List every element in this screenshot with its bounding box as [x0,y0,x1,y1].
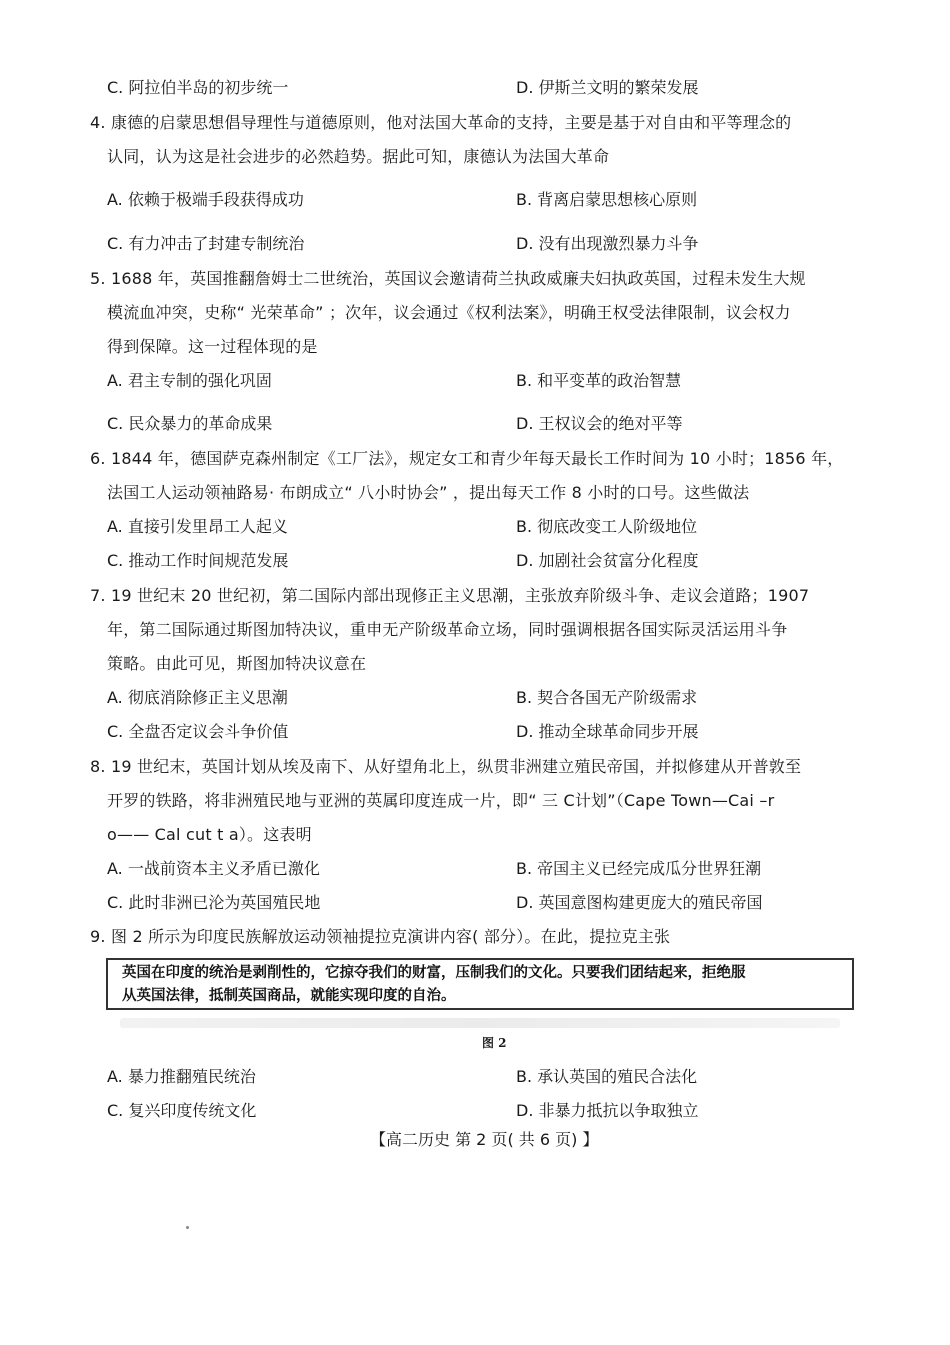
q5-stem-line-3: 得到保障。这一过程体现的是 [107,337,318,356]
q8-option-c: C. 此时非洲已沦为英国殖民地 [107,893,321,912]
q6-stem-line-2: 法国工人运动领袖路易· 布朗成立“ 八小时协会” ，提出每天工作 8 小时的口号。这些做法 [107,483,750,502]
q5-option-b: B. 和平变革的政治智慧 [516,371,682,390]
q8-stem-line-2: 开罗的铁路，将非洲殖民地与亚洲的英属印度连成一片，即“ 三 C计划”（Cape Town—Cai –r [107,791,775,810]
q8-option-b: B. 帝国主义已经完成瓜分世界狂潮 [516,859,762,878]
q9-option-c: C. 复兴印度传统文化 [107,1101,257,1120]
q5-stem-line-1: 5. 1688 年，英国推翻詹姆士二世统治，英国议会邀请荷兰执政威廉夫妇执政英国，过程未发生大规 [90,269,806,288]
q7-option-d: D. 推动全球革命同步开展 [516,722,699,741]
q4-option-d: D. 没有出现激烈暴力斗争 [516,234,699,253]
q6-option-a: A. 直接引发里昂工人起义 [107,517,288,536]
q4-option-c: C. 有力冲击了封建专制统治 [107,234,305,253]
figure-2-line-1: 英国在印度的统治是剥削性的，它掠夺我们的财富，压制我们的文化。只要我们团结起来，拒绝服 [122,964,746,981]
q7-option-a: A. 彻底消除修正主义思潮 [107,688,288,707]
q4-stem-line-2: 认同，认为这是社会进步的必然趋势。据此可知，康德认为法国大革命 [107,147,610,166]
q9-option-b: B. 承认英国的殖民合法化 [516,1067,698,1086]
q8-stem-line-1: 8. 19 世纪末，英国计划从埃及南下、从好望角北上，纵贯非洲建立殖民帝国，并拟修建从开普敦至 [90,757,802,776]
q3-option-c: C. 阿拉伯半岛的初步统一 [107,78,289,97]
q4-stem-line-1: 4. 康德的启蒙思想倡导理性与道德原则，他对法国大革命的支持，主要是基于对自由和平等理念的 [90,113,792,132]
q6-option-c: C. 推动工作时间规范发展 [107,551,289,570]
figure-2-quote-box [106,958,854,1010]
q4-option-b: B. 背离启蒙思想核心原则 [516,190,698,209]
q8-stem-line-3: o—— Cal cut t a）。这表明 [107,825,312,844]
q5-option-d: D. 王权议会的绝对平等 [516,414,683,433]
faded-scan-artifact [120,1018,840,1028]
q5-option-a: A. 君主专制的强化巩固 [107,371,272,390]
q6-stem-line-1: 6. 1844 年，德国萨克森州制定《工厂法》，规定女工和青少年每天最长工作时间为 10 小时；1856 年， [90,449,844,468]
q9-stem-line-1: 9. 图 2 所示为印度民族解放运动领袖提拉克演讲内容( 部分）。在此，提拉克主张 [90,927,671,946]
figure-2-caption: 图 2 [482,1036,507,1050]
q5-stem-line-2: 模流血冲突，史称“ 光荣革命” ；次年，议会通过《权利法案》，明确王权受法律限制，议会权力 [107,303,791,322]
q6-option-b: B. 彻底改变工人阶级地位 [516,517,698,536]
q8-option-a: A. 一战前资本主义矛盾已激化 [107,859,320,878]
q6-option-d: D. 加剧社会贫富分化程度 [516,551,699,570]
scan-speck [186,1226,189,1229]
q9-option-a: A. 暴力推翻殖民统治 [107,1067,256,1086]
q7-option-b: B. 契合各国无产阶级需求 [516,688,698,707]
q9-option-d: D. 非暴力抵抗以争取独立 [516,1101,699,1120]
q7-stem-line-1: 7. 19 世纪末 20 世纪初，第二国际内部出现修正主义思潮，主张放弃阶级斗争、走议会道路；1907 [90,586,810,605]
figure-2-line-2: 从英国法律，抵制英国商品，就能实现印度的自治。 [122,987,456,1004]
q7-option-c: C. 全盘否定议会斗争价值 [107,722,289,741]
q7-stem-line-3: 策略。由此可见，斯图加特决议意在 [107,654,367,673]
q3-option-d: D. 伊斯兰文明的繁荣发展 [516,78,699,97]
q8-option-d: D. 英国意图构建更庞大的殖民帝国 [516,893,763,912]
q4-option-a: A. 依赖于极端手段获得成功 [107,190,304,209]
page-footer: 【高二历史 第 2 页( 共 6 页) 】 [370,1130,599,1149]
q7-stem-line-2: 年，第二国际通过斯图加特决议，重申无产阶级革命立场，同时强调根据各国实际灵活运用斗争 [107,620,788,639]
q5-option-c: C. 民众暴力的革命成果 [107,414,273,433]
